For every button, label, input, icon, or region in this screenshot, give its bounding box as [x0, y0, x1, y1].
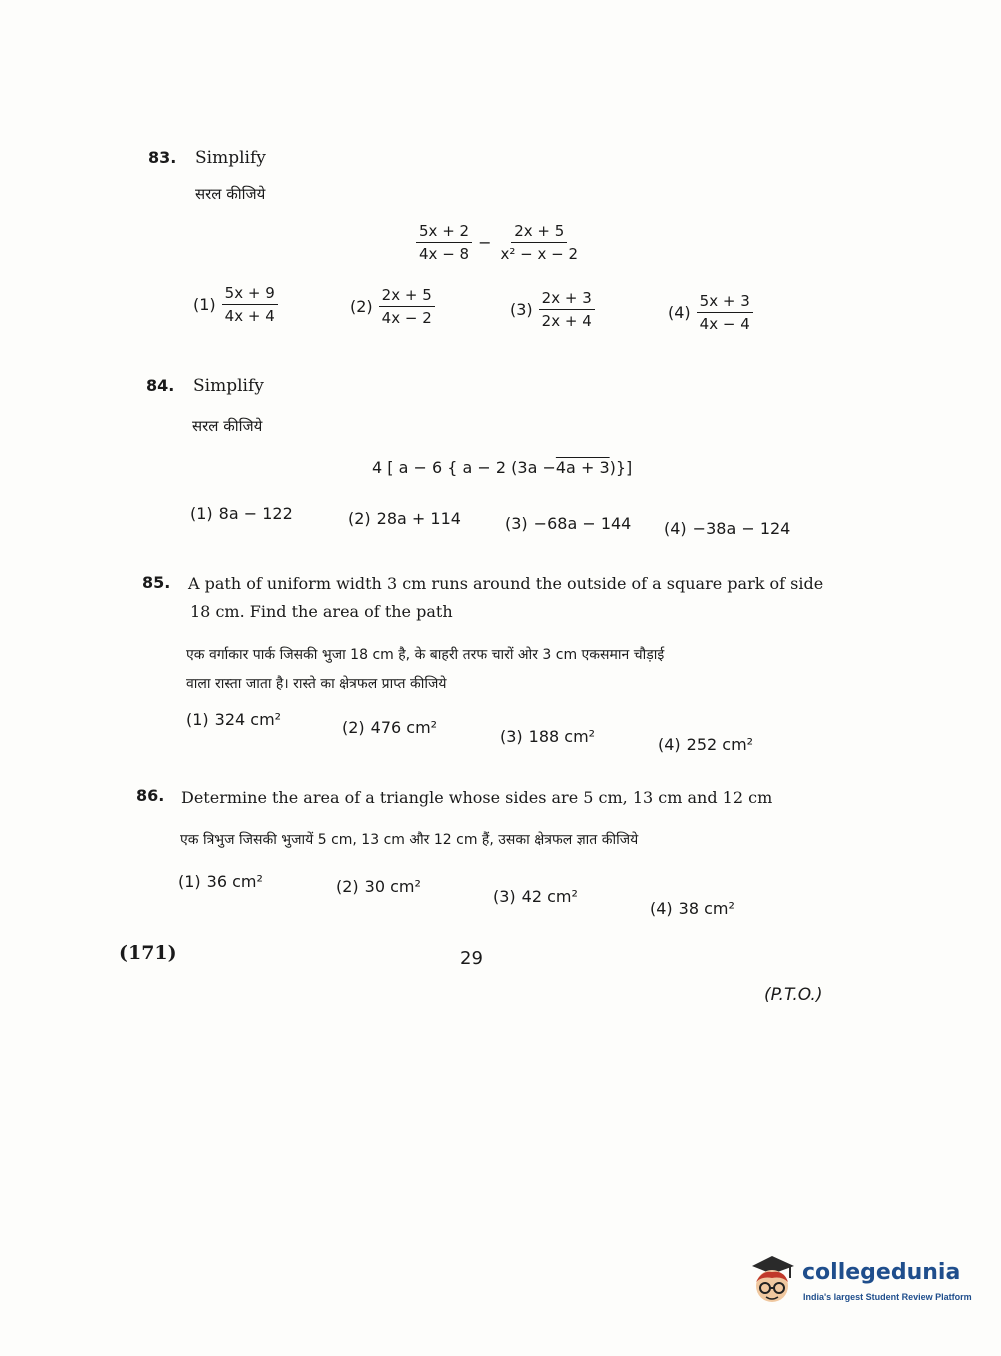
option-2[interactable]: (2) 30 cm²	[336, 877, 421, 896]
question-text: Simplify	[193, 376, 264, 396]
question-number: 85.	[142, 573, 171, 592]
option-1[interactable]: (1) $\frac{5x + 9}{4x + 4}$	[193, 284, 278, 325]
question-text-hindi-line: एक वर्गाकार पार्क जिसकी भुजा 18 cm है, के बाहरी तरफ चारों ओर 3 cm एकसमान चौड़ाई	[186, 647, 665, 663]
paper-code: (171)	[119, 942, 177, 964]
operator: −	[478, 233, 492, 252]
expression-part: )}]	[609, 458, 633, 477]
question-text-line: 18 cm. Find the area of the path	[190, 602, 453, 621]
question-text-line: A path of uniform width 3 cm runs around the outside of a square park of side	[188, 574, 824, 593]
student-mascot-icon	[742, 1252, 798, 1312]
option-2[interactable]: (2) 476 cm²	[342, 718, 438, 737]
logo-wordmark: collegedunia	[802, 1260, 961, 1285]
option-1[interactable]: (1) 324 cm²	[186, 710, 282, 729]
option-2[interactable]: (2) $\frac{2x + 5}{4x - 2}$	[350, 286, 435, 327]
vinculum-part: 4a + 3	[555, 458, 610, 477]
logo-tagline: India's largest Student Review Platform	[803, 1292, 972, 1302]
please-turn-over: (P.T.O.)	[764, 985, 823, 1005]
question-number: 86.	[136, 786, 165, 805]
question-text: Determine the area of a triangle whose sides are 5 cm, 13 cm and 12 cm	[181, 788, 773, 807]
option-3[interactable]: (3) −68a − 144	[505, 514, 632, 533]
fraction: $\frac{2x + 5}{\text{x² − x − 2}}$	[500, 222, 579, 263]
option-2[interactable]: (2) 28a + 114	[348, 509, 461, 528]
option-4[interactable]: (4) $\frac{5x + 3}{4x - 4}$	[668, 292, 753, 333]
option-3[interactable]: (3) 188 cm²	[500, 727, 596, 746]
option-3[interactable]: (3) 42 cm²	[493, 887, 578, 906]
option-4[interactable]: (4) −38a − 124	[664, 519, 791, 538]
question-text-hindi: एक त्रिभुज जिसकी भुजायें 5 cm, 13 cm और 12 cm हैं, उसका क्षेत्रफल ज्ञात कीजिये	[180, 832, 639, 848]
option-4[interactable]: (4) 252 cm²	[658, 735, 754, 754]
question-text-hindi: सरल कीजिये	[195, 185, 266, 203]
expression	[372, 458, 632, 477]
question-number: 84.	[146, 376, 175, 395]
option-4[interactable]: (4) 38 cm²	[650, 899, 735, 918]
page-number: 29	[460, 948, 483, 969]
question-text-hindi: सरल कीजिये	[192, 417, 263, 435]
collegedunia-logo	[742, 1252, 972, 1312]
expression-part: 4 [ a − 6 { a − 2 (3a −	[372, 458, 556, 477]
question-text: Simplify	[195, 148, 266, 168]
question-number: 83.	[148, 148, 177, 167]
option-3[interactable]: (3) $\frac{2x + 3}{2x + 4}$	[510, 289, 595, 330]
expression	[416, 222, 581, 263]
option-1[interactable]: (1) 8a − 122	[190, 504, 293, 523]
question-text-hindi-line: वाला रास्ता जाता है। रास्ते का क्षेत्रफल प्राप्त कीजिये	[186, 676, 447, 692]
option-1[interactable]: (1) 36 cm²	[178, 872, 263, 891]
fraction: $\frac{5x + 2}{4x - 8}$	[416, 222, 472, 263]
